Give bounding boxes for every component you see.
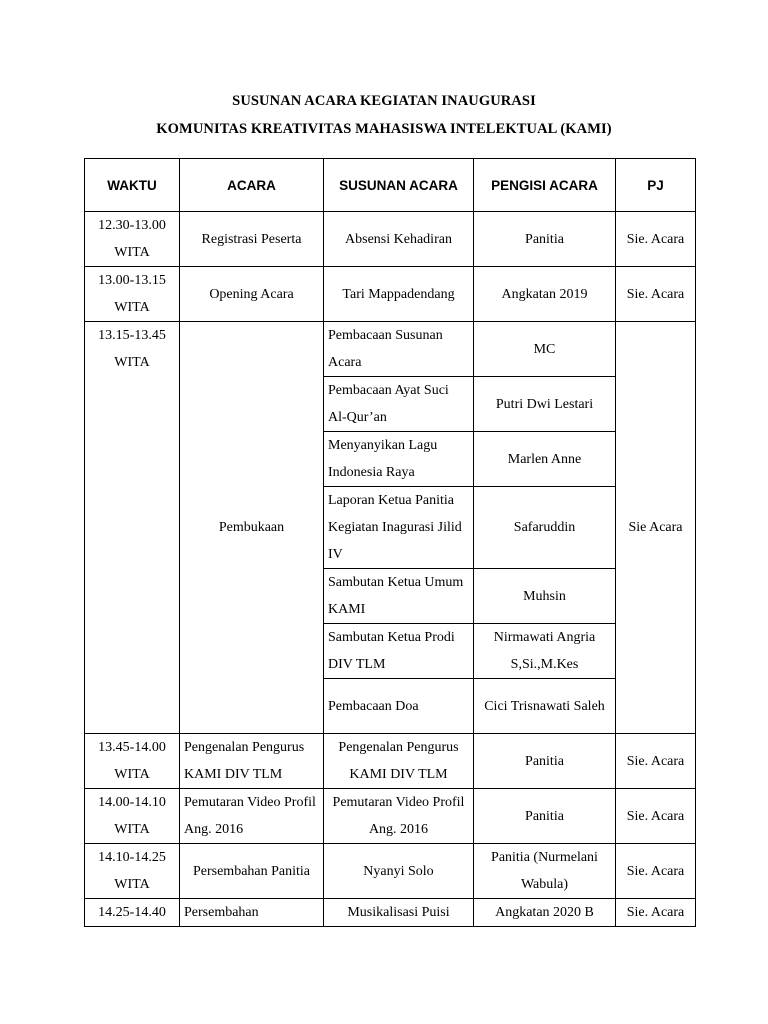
table-row [85, 844, 696, 899]
cell-pengisi: Marlen Anne [474, 432, 616, 487]
cell-pengisi: MC [474, 322, 616, 377]
cell-pengisi: Cici Trisnawati Saleh [474, 679, 616, 734]
cell-waktu: 14.10-14.25 WITA [85, 844, 180, 899]
cell-acara: Opening Acara [180, 267, 324, 322]
cell-acara: Registrasi Peserta [180, 212, 324, 267]
cell-pj: Sie. Acara [616, 267, 696, 322]
header-acara: ACARA [180, 159, 324, 212]
document-subtitle: KOMUNITAS KREATIVITAS MAHASISWA INTELEKTUAL (KAMI) [156, 121, 612, 137]
cell-pengisi: Putri Dwi Lestari [474, 377, 616, 432]
table-header-row [85, 159, 696, 212]
cell-acara: Persembahan [180, 899, 324, 927]
cell-susunan: Sambutan Ketua Umum KAMI [324, 569, 474, 624]
cell-pengisi: Panitia (Nurmelani Wabula) [474, 844, 616, 899]
cell-pengisi: Safaruddin [474, 487, 616, 569]
cell-susunan: Laporan Ketua Panitia Kegiatan Inagurasi Jilid IV [324, 487, 474, 569]
table-row [85, 267, 696, 322]
cell-susunan: Pembacaan Ayat Suci Al-Qur’an [324, 377, 474, 432]
cell-acara: Pembukaan [180, 322, 324, 734]
cell-acara: Pengenalan Pengurus KAMI DIV TLM [180, 734, 324, 789]
cell-susunan: Sambutan Ketua Prodi DIV TLM [324, 624, 474, 679]
cell-susunan: Pembacaan Doa [324, 679, 474, 734]
cell-pengisi: Panitia [474, 789, 616, 844]
cell-waktu: 13.00-13.15 WITA [85, 267, 180, 322]
cell-acara: Pemutaran Video Profil Ang. 2016 [180, 789, 324, 844]
table-row [85, 899, 696, 927]
cell-pj: Sie. Acara [616, 734, 696, 789]
table-row [85, 322, 696, 377]
cell-pj: Sie Acara [616, 322, 696, 734]
table-row [85, 734, 696, 789]
cell-pengisi: Angkatan 2020 B [474, 899, 616, 927]
cell-pj: Sie. Acara [616, 789, 696, 844]
cell-waktu: 13.15-13.45 WITA [85, 322, 180, 734]
cell-susunan: Musikalisasi Puisi [324, 899, 474, 927]
cell-susunan: Nyanyi Solo [324, 844, 474, 899]
header-waktu: WAKTU [85, 159, 180, 212]
cell-pengisi: Muhsin [474, 569, 616, 624]
cell-waktu: 14.25-14.40 [85, 899, 180, 927]
cell-susunan: Pengenalan Pengurus KAMI DIV TLM [324, 734, 474, 789]
header-pengisi-acara: PENGISI ACARA [474, 159, 616, 212]
cell-waktu: 13.45-14.00 WITA [85, 734, 180, 789]
cell-pj: Sie. Acara [616, 844, 696, 899]
cell-waktu: 14.00-14.10 WITA [85, 789, 180, 844]
cell-waktu: 12.30-13.00 WITA [85, 212, 180, 267]
cell-pengisi: Panitia [474, 734, 616, 789]
cell-pj: Sie. Acara [616, 899, 696, 927]
cell-susunan: Absensi Kehadiran [324, 212, 474, 267]
cell-susunan: Pembacaan Susunan Acara [324, 322, 474, 377]
cell-pengisi: Panitia [474, 212, 616, 267]
table-row [85, 789, 696, 844]
cell-pj: Sie. Acara [616, 212, 696, 267]
cell-susunan: Pemutaran Video Profil Ang. 2016 [324, 789, 474, 844]
cell-pengisi: Angkatan 2019 [474, 267, 616, 322]
cell-acara: Persembahan Panitia [180, 844, 324, 899]
table-row [85, 212, 696, 267]
schedule-table [84, 158, 696, 927]
cell-pengisi: Nirmawati Angria S,Si.,M.Kes [474, 624, 616, 679]
cell-susunan: Tari Mappadendang [324, 267, 474, 322]
header-susunan-acara: SUSUNAN ACARA [324, 159, 474, 212]
document-title: SUSUNAN ACARA KEGIATAN INAUGURASI [232, 93, 536, 109]
cell-susunan: Menyanyikan Lagu Indonesia Raya [324, 432, 474, 487]
header-pj: PJ [616, 159, 696, 212]
